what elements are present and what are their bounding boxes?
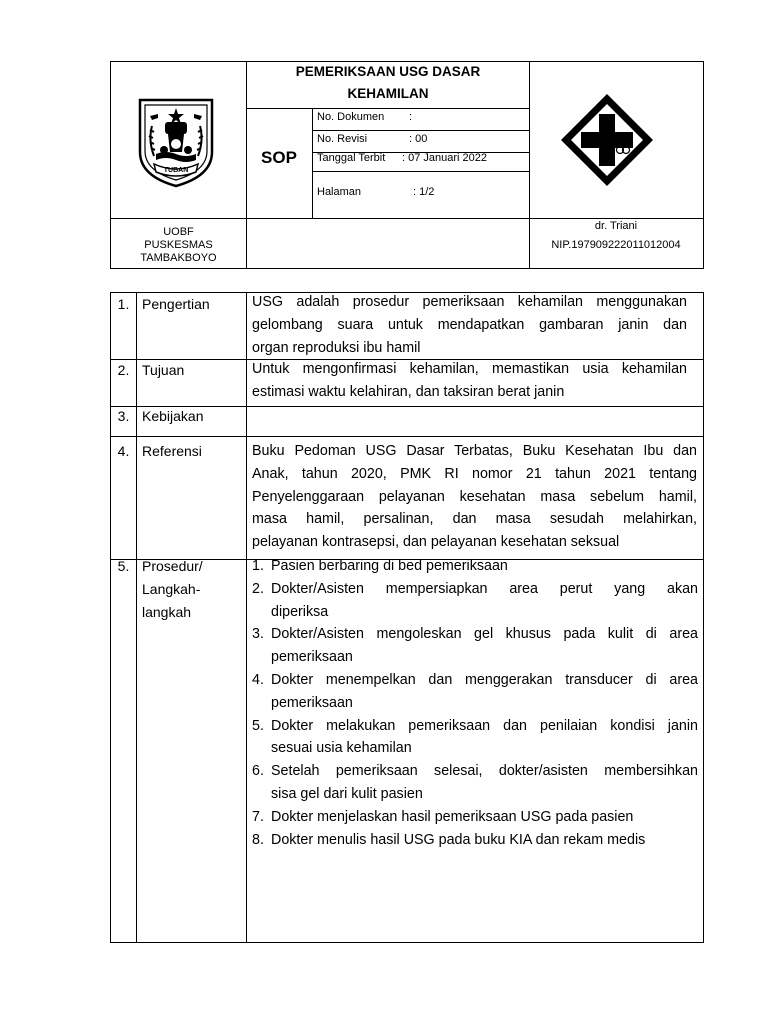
step-text: diperiksa (271, 603, 329, 620)
text-line: organ reproduksi ibu hamil (252, 339, 421, 356)
header-divider (312, 130, 530, 131)
procedure-steps-list (252, 555, 698, 851)
text-line: USG adalah prosedur pemeriksaan kehamilan menggunakan (252, 294, 687, 310)
step-text: pemeriksaan (271, 694, 353, 711)
title-line-1: PEMERIKSAAN USG DASAR (295, 64, 481, 79)
step-text: Dokter menjelaskan hasil pemeriksaan USG pada pasien (271, 808, 634, 825)
text-line: pelayanan kontrasepsi, dan pelayanan kesehatan seksual (252, 534, 620, 551)
column-divider (246, 293, 247, 942)
section-text-tujuan (252, 358, 687, 404)
step-number: 6. (252, 763, 264, 780)
text-line: masa hamil, persalinan, dan masa sesudah melahirkan, (252, 511, 697, 528)
label-line: Langkah- (142, 580, 201, 597)
text-line: Buku Pedoman USG Dasar Terbatas, Buku Kesehatan Ibu dan (252, 443, 697, 459)
section-label-pengertian: Pengertian (142, 296, 210, 312)
step-text: pemeriksaan (271, 649, 353, 666)
step-number: 5. (252, 717, 264, 734)
section-label-kebijakan: Kebijakan (142, 408, 204, 424)
step-text: Dokter melakukan pemeriksaan dan penilaian kondisi janin (271, 717, 698, 734)
page-value: : 1/2 (413, 186, 435, 198)
sop-header-table (110, 61, 704, 269)
text-line: estimasi waktu kelahiran, dan taksiran berat janin (252, 383, 565, 400)
procedure-step (252, 669, 698, 715)
procedure-step (252, 715, 698, 761)
unit-line-3: TAMBAKBOYO (140, 252, 217, 264)
section-number: 4. (117, 443, 130, 459)
section-number: 1. (117, 296, 130, 312)
header-divider (111, 218, 703, 219)
procedure-step (252, 578, 698, 624)
tuban-regency-emblem-icon (136, 94, 216, 190)
section-number: 2. (117, 362, 130, 378)
revision-value: : 00 (409, 133, 428, 145)
procedure-step (252, 555, 698, 578)
header-divider (246, 108, 530, 109)
section-number: 3. (117, 408, 130, 424)
unit-line-2: PUSKESMAS (144, 239, 213, 251)
doc-number-label: No. Dokumen (317, 111, 385, 123)
row-divider (111, 436, 703, 437)
label-line: langkah (142, 603, 192, 620)
issue-date-label: Tanggal Terbit (317, 152, 386, 164)
label-line: Prosedur/ (142, 558, 203, 574)
document-title (246, 62, 530, 104)
procedure-step (252, 760, 698, 806)
section-number: 5. (117, 558, 130, 574)
step-number: 8. (252, 831, 264, 848)
section-label-prosedur (142, 555, 203, 623)
puskesmas-logo-icon (559, 92, 655, 188)
revision-label: No. Revisi (317, 133, 368, 145)
section-label-tujuan: Tujuan (142, 362, 185, 378)
section-label-referensi: Referensi (142, 443, 202, 459)
step-text: Dokter menempelkan dan menggerakan transducer di area (271, 671, 698, 688)
step-text: Dokter menulis hasil USG pada buku KIA dan rekam medis (271, 831, 646, 848)
text-line: Untuk mengonfirmasi kehamilan, memastikan usia kehamilan (252, 361, 687, 377)
sop-label: SOP (261, 148, 297, 167)
step-text: Setelah pemeriksaan selesai, dokter/asisten membersihkan (271, 763, 698, 780)
step-number: 1. (252, 558, 264, 574)
step-number: 2. (252, 580, 264, 597)
header-divider (312, 171, 530, 172)
signatory-name: dr. Triani (594, 220, 638, 232)
step-number: 4. (252, 671, 264, 688)
step-number: 7. (252, 808, 264, 825)
text-line: gelombang suara untuk mendapatkan gambaran janin dan (252, 316, 687, 333)
step-text: Dokter/Asisten mempersiapkan area perut yang akan (271, 580, 698, 597)
page-label: Halaman (317, 186, 362, 198)
text-line: Penyelenggaraan pelayanan kesehatan masa sebelum hamil, (252, 488, 697, 505)
signatory-nip: NIP.197909222011012004 (551, 239, 681, 251)
unit-line-1: UOBF (163, 226, 194, 238)
section-text-referensi (252, 440, 697, 554)
emblem-banner-text: TUBAN (163, 167, 189, 174)
issue-date-value: : 07 Januari 2022 (402, 152, 488, 164)
step-text: sesuai usia kehamilan (271, 740, 412, 757)
step-text: sisa gel dari kulit pasien (271, 785, 423, 802)
step-number: 3. (252, 626, 264, 643)
step-text: Pasien berbaring di bed pemeriksaan (271, 558, 508, 574)
title-line-2: KEHAMILAN (347, 86, 429, 101)
section-text-pengertian (252, 291, 687, 359)
sop-content-table (110, 292, 704, 943)
step-text: Dokter/Asisten mengoleskan gel khusus pada kulit di area (271, 626, 698, 643)
doc-number-value: : (409, 111, 413, 123)
procedure-step (252, 806, 698, 829)
procedure-step (252, 829, 698, 852)
text-line: Anak, tahun 2020, PMK RI nomor 21 tahun 2021 tentang (252, 465, 697, 482)
procedure-step (252, 623, 698, 669)
header-divider (312, 108, 313, 218)
unit-block (111, 226, 246, 265)
column-divider (136, 293, 137, 942)
